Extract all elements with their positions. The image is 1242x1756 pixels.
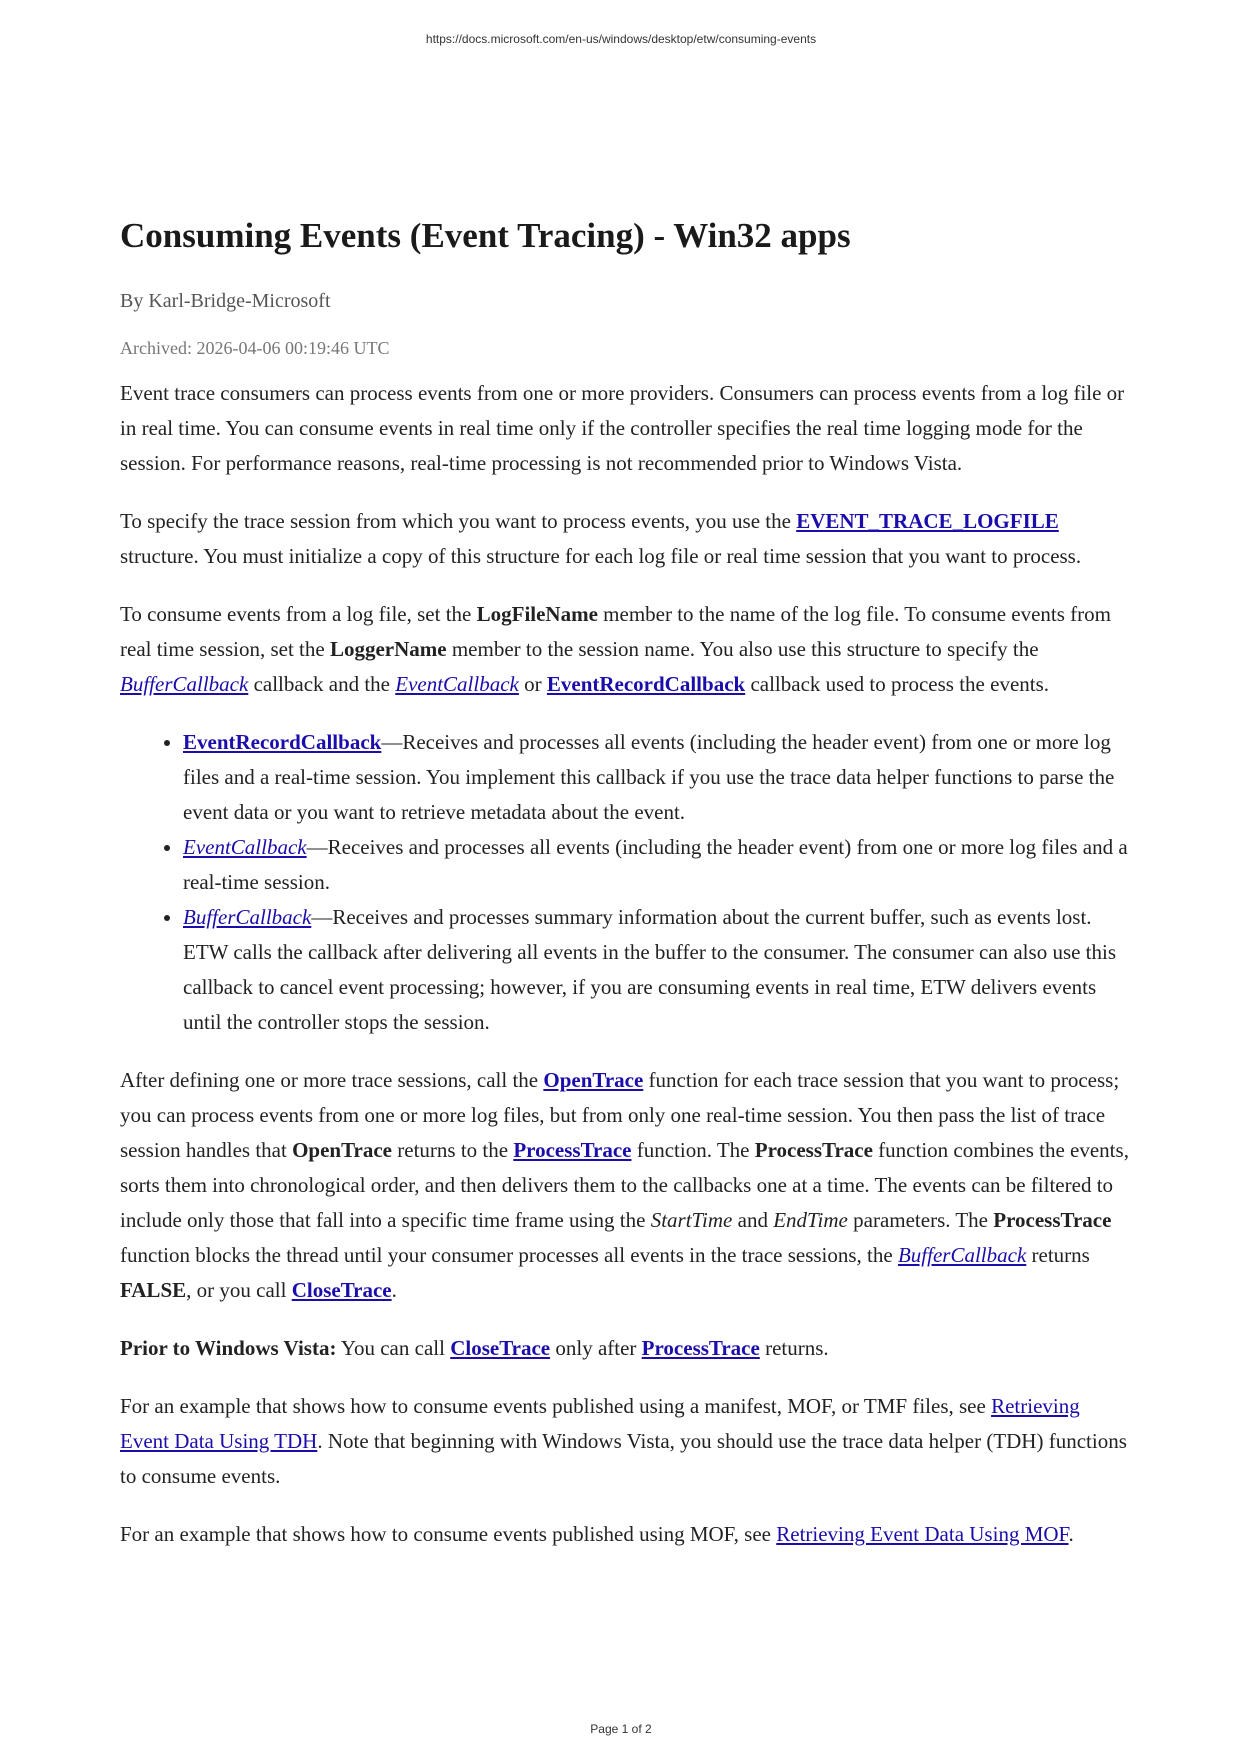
processtrace-link[interactable]: ProcessTrace [641,1336,760,1360]
eventcallback-link[interactable]: EventCallback [183,835,307,859]
closetrace-link[interactable]: CloseTrace [291,1278,392,1302]
eventcallback-link[interactable]: EventCallback [395,672,519,696]
buffercallback-link[interactable]: BufferCallback [897,1243,1027,1267]
processtrace-link[interactable]: ProcessTrace [513,1138,632,1162]
logfile-structure-paragraph: To specify the trace session from which you want to process events, you use the EVENT_TRACE_LOGFILE structure. You must initialize a copy of this structure for each log file or real time session that you want to process. [120,509,1082,568]
opentrace-paragraph: After defining one or more trace sessions, call the OpenTrace function for each trace session that you want to process; you can process events from one or more log files, but from only one real-time session. You then pass the list of trace session handles that OpenTrace returns to the ProcessTrace function. The ProcessTrace function combines the events, sorts them into chronological order, and then delivers them to the callbacks one at a time. The events can be filtered to include only those that fall into a specific time frame using the StartTime and EndTime parameters. The ProcessTrace function blocks the thread until your consumer processes all events in the trace sessions, the BufferCallback returns FALSE, or you call CloseTrace. [120,1068,1129,1302]
processtrace-term: ProcessTrace [993,1208,1112,1232]
opentrace-term: OpenTrace [292,1138,392,1162]
false-term: FALSE [120,1278,187,1302]
closetrace-link[interactable]: CloseTrace [450,1336,551,1360]
list-item: • EventRecordCallback—Receives and processes all events (including the header event) from one or more log files and a real-time session. You implement this callback if you use the trace data helper functions to parse the event data or you want to retrieve metadata about the event. [183,725,1132,830]
retrieving-event-data-mof-link[interactable]: Retrieving Event Data Using MOF [776,1522,1069,1546]
loggername-term: LoggerName [329,637,447,661]
eventrecordcallback-link[interactable]: EventRecordCallback [546,672,746,696]
endtime-param: EndTime [773,1208,848,1232]
eventrecordcallback-link[interactable]: EventRecordCallback [183,730,382,754]
processtrace-term: ProcessTrace [754,1138,873,1162]
logfilename-term: LogFileName [476,602,598,626]
buffercallback-link[interactable]: BufferCallback [120,672,249,696]
list-item: • BufferCallback—Receives and processes summary information about the current buffer, such as events lost. ETW calls the callback after delivering all events in the buffer to the consumer. The consumer can also use this callback to cancel event processing; however, if you are consuming events in real time, ETW delivers events until the controller stops the session. [183,900,1132,1040]
consume-events-paragraph: To consume events from a log file, set the LogFileName member to the name of the log file. To consume events from real time session, set the LoggerName member to the session name. You also use this structure to specify the BufferCallback callback and the EventCallback or EventRecordCallback callback used to process the events. [120,602,1112,696]
tdh-example-paragraph: For an example that shows how to consume events published using a manifest, MOF, or TMF files, see Retrieving Event Data Using TDH. Note that beginning with Windows Vista, you should use the trace data helper (TDH) functions to consume events. [120,1394,1127,1488]
buffercallback-link[interactable]: BufferCallback [183,905,312,929]
page-number: Page 1 of 2 [590,1722,652,1736]
page-url: https://docs.microsoft.com/en-us/windows/desktop/etw/consuming-events [425,32,817,46]
event-trace-logfile-link[interactable]: EVENT_TRACE_LOGFILE [796,509,1059,533]
author-byline: By Karl-Bridge-Microsoft [120,290,331,312]
mof-example-paragraph: For an example that shows how to consume events published using MOF, see Retrieving Event Data Using MOF. [120,1522,1074,1546]
article-content [120,214,1132,1552]
archived-timestamp: Archived: 2026-04-06 00:19:46 UTC [120,338,390,358]
callback-list [120,725,1132,1040]
starttime-param: StartTime [650,1208,733,1232]
page-title: Consuming Events (Event Tracing) - Win32 apps [120,216,851,255]
prior-vista-label: Prior to Windows Vista: [120,1336,337,1360]
opentrace-link[interactable]: OpenTrace [543,1068,644,1092]
list-item: • EventCallback—Receives and processes all events (including the header event) from one or more log files and a real-time session. [183,830,1132,900]
intro-paragraph: Event trace consumers can process events from one or more providers. Consumers can process events from a log file or in real time. You can consume events in real time only if the controller specifies the real time logging mode for the session. For performance reasons, real-time processing is not recommended prior to Windows Vista. [120,381,1125,475]
retrieving-event-data-tdh-link[interactable]: Retrieving Event Data Using TDH [120,1394,1080,1453]
prior-vista-note: Prior to Windows Vista: You can call CloseTrace only after ProcessTrace returns. [120,1336,829,1360]
